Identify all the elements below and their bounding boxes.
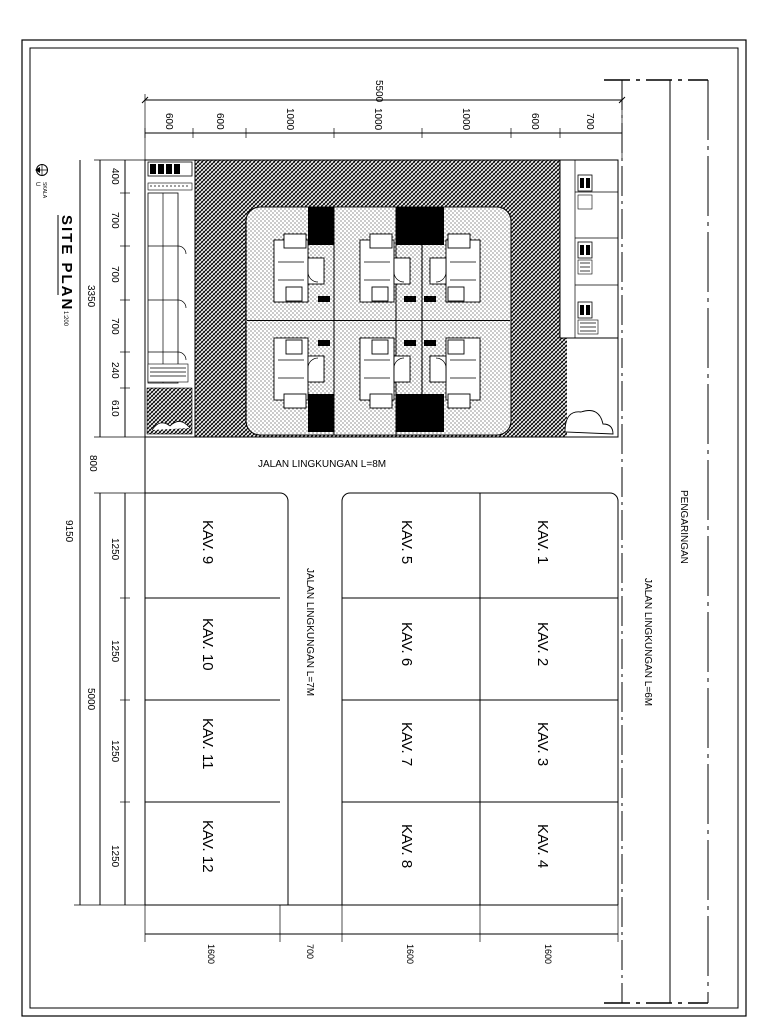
plot-kav-1: KAV. 1 [534, 520, 551, 565]
dim-left-total-upper: 3350 [85, 285, 96, 308]
plot-labels [199, 520, 551, 873]
main-road-label: JALAN LINGKUNGAN L=8M [258, 459, 387, 470]
plot-kav-4: KAV. 4 [534, 824, 551, 869]
dim-left-4: 700 [109, 318, 120, 335]
dim-top-7: 700 [584, 113, 595, 130]
left-dimensions-upper [85, 160, 145, 472]
middle-road-label: JALAN LINGKUNGAN L=7M [304, 568, 315, 697]
dim-left-lower-3: 1250 [109, 740, 120, 763]
central-cluster [246, 207, 511, 435]
skala-label: SKALA [41, 182, 47, 199]
dim-left-lower-4: 1250 [109, 845, 120, 868]
right-road-label: JALAN LINGKUNGAN L=6M [642, 578, 653, 707]
dim-bottom-4: 1600 [543, 944, 553, 965]
dim-top-1: 600 [163, 113, 174, 130]
dim-top-5: 1000 [460, 108, 471, 131]
dim-bottom-1: 1600 [206, 944, 216, 965]
dim-gap: 800 [87, 455, 98, 472]
dim-top-3: 1000 [284, 108, 295, 131]
dim-left-lower-2: 1250 [109, 640, 120, 663]
dim-left-1: 400 [109, 168, 120, 185]
plot-kav-3: KAV. 3 [534, 722, 551, 767]
pengaringan-boundary [604, 80, 708, 1003]
dim-top-2: 600 [214, 113, 225, 130]
dim-left-6: 610 [109, 400, 120, 417]
dim-top-total: 5500 [373, 80, 384, 103]
plot-kav-11: KAV. 11 [199, 718, 216, 770]
dim-top-6: 600 [529, 113, 540, 130]
top-dimensions [145, 80, 622, 160]
plot-kav-2: KAV. 2 [534, 622, 551, 667]
dim-top-4: 1000 [372, 108, 383, 131]
plot-kav-7: KAV. 7 [398, 722, 415, 767]
title-block [58, 215, 75, 327]
dim-bottom-3: 1600 [405, 944, 415, 965]
dim-left-3: 700 [109, 266, 120, 283]
scale-text: 1:200 [62, 311, 68, 327]
right-row-houses [560, 160, 618, 434]
dim-left-lower-1: 1250 [109, 538, 120, 561]
dim-bottom-2: 700 [305, 944, 315, 960]
left-row-houses [145, 160, 195, 437]
north-arrow-icon [35, 165, 48, 176]
dim-overall: 9150 [63, 520, 74, 543]
dim-left-2: 700 [109, 212, 120, 229]
site-plan-title: SITE PLAN [58, 215, 75, 312]
plot-kav-10: KAV. 10 [199, 618, 216, 671]
plot-kav-12: KAV. 12 [199, 820, 216, 873]
dim-left-5: 240 [109, 362, 120, 379]
plot-kav-5: KAV. 5 [398, 520, 415, 565]
plot-kav-6: KAV. 6 [398, 622, 415, 667]
dim-left-total-lower: 5000 [85, 688, 96, 711]
edge-label: PENGARINGAN [678, 490, 689, 564]
plot-kav-8: KAV. 8 [398, 824, 415, 869]
bottom-dimensions [145, 905, 618, 964]
plot-kav-9: KAV. 9 [199, 520, 216, 565]
north-label: U [34, 182, 40, 187]
